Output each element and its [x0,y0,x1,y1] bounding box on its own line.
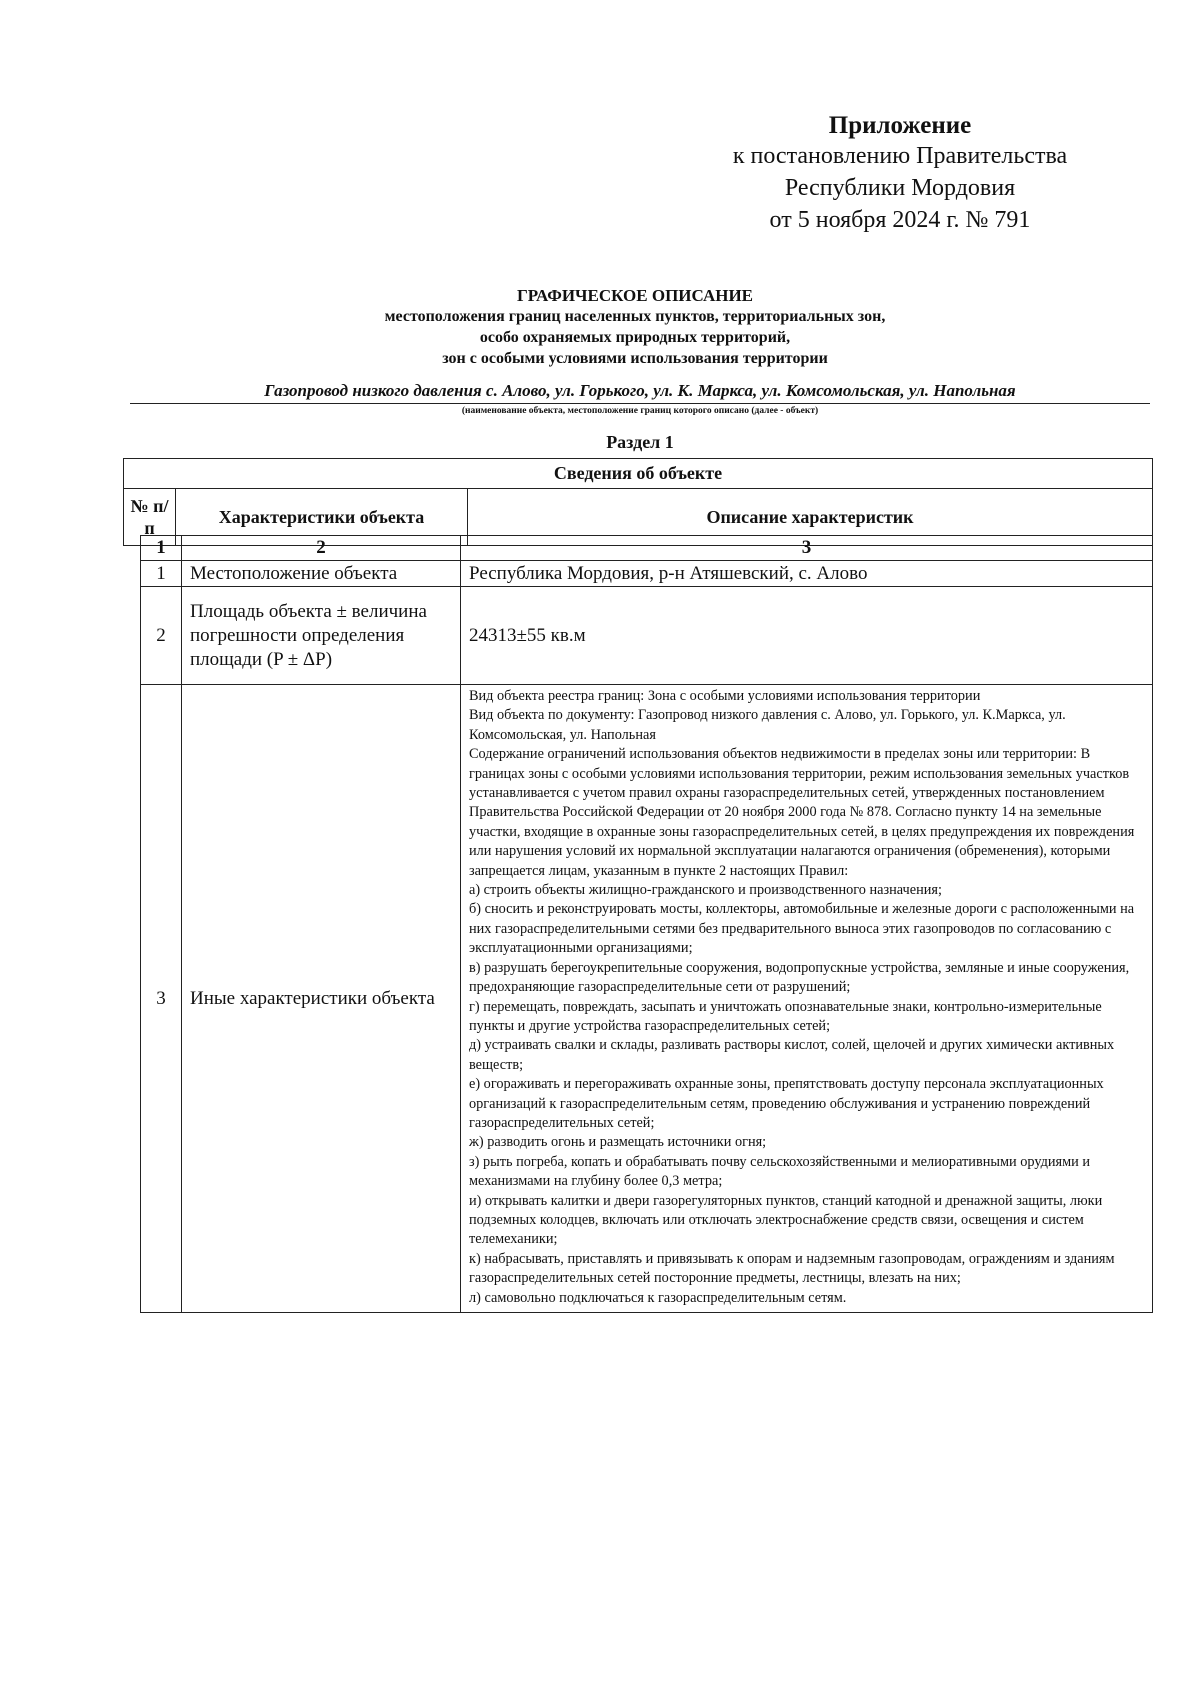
row-description: 24313±55 кв.м [461,587,1153,685]
restriction-item: ж) разводить огонь и размещать источники огня; [469,1134,767,1151]
index-cell-3: 3 [461,536,1153,561]
description-paragraph: Вид объекта реестра границ: Зона с особыми условиями использования территории [469,688,981,704]
restriction-item: з) рыть погреба, копать и обрабатывать почву сельскохозяйственными и мелиоративными орудиями и механизмами на глубину более 0,3 метра; [469,1153,1090,1190]
object-info-table [140,535,1153,1313]
description-paragraph: Вид объекта по документу: Газопровод низкого давления с. Алово, ул. Горького, ул. К.Маркса, ул. Комсомольская, ул. Напольная [469,707,1066,743]
restriction-item: г) перемещать, повреждать, засыпать и уничтожать опознавательные знаки, контрольно-измерительные пункты и другие устройства газораспределительных сетей; [469,998,1102,1034]
appendix-block [690,112,1110,236]
table-caption: Сведения об объекте [124,459,1153,489]
row-number: 1 [141,561,182,587]
table-row [141,587,1153,685]
table-row [141,561,1153,587]
appendix-line-1: к постановлению Правительства [732,143,1068,169]
row-number: 2 [141,587,182,685]
table-row [141,685,1153,1313]
document-header [120,286,1150,369]
row-characteristic: Иные характеристики объекта [182,685,461,1313]
row-characteristic: Местоположение объекта [182,561,461,587]
document-subtitle-line-3: зон с особыми условиями использования территории [442,350,828,367]
restriction-item: д) устраивать свалки и склады, разливать растворы кислот, солей, щелочей и других химически активных веществ; [469,1037,1115,1073]
object-name: Газопровод низкого давления с. Алово, ул. Горького, ул. К. Маркса, ул. Комсомольская, ул. Напольная [130,380,1150,404]
row-number: 3 [141,685,182,1313]
description-paragraph: Содержание ограничений использования объектов недвижимости в пределах зоны или территории: В границах зоны с особыми условиями использования территории, режим использования земельных участков устанавливается с учетом правил охраны газораспределительных сетей, утвержденных постановлением Правительства Российской Федерации от 20 ноября 2000 года № 878. Согласно пункту 14 на земельные участки, входящие в охранные зоны газораспределительных сетей, в целях предупреждения их повреждения или нарушения условий их нормальной эксплуатации налагаются ограничения (обременения), которыми запрещается лицам, указанным в пункте 2 настоящих Правил: [469,746,1135,879]
document-title: ГРАФИЧЕСКОЕ ОПИСАНИЕ [516,286,754,305]
column-head-number: № п/п [124,489,176,546]
restriction-item: л) самовольно подключаться к газораспределительным сетям. [469,1289,847,1306]
restriction-item: б) сносить и реконструировать мосты, коллекторы, автомобильные и железные дороги с расположенными на них газораспределительными сетями без предварительного выноса этих газопроводов по согласованию с эксплуатационными организациями; [469,901,1135,957]
document-subtitle-line-2: особо охраняемых природных территорий, [479,329,791,346]
object-caption: (наименование объекта, местоположение границ которого описано (далее - объект) [461,406,819,416]
index-cell-2: 2 [182,536,461,561]
row-description [461,685,1153,1313]
section-title: Раздел 1 [606,432,674,452]
column-head-characteristic: Характеристики объекта [176,489,468,546]
document-subtitle-line-1: местоположения границ населенных пунктов, территориальных зон, [384,308,886,325]
restriction-item: к) набрасывать, приставлять и привязывать к опорам и надземным газопроводам, ограждениям и зданиям газораспределительных сетей посторонние предметы, лестницы, влезать на них; [469,1250,1115,1287]
table-index-row [141,536,1153,561]
object-info-header-table [123,458,1153,546]
appendix-line-2: Республики Мордовия [784,175,1016,201]
restriction-item: а) строить объекты жилищно-гражданского и производственного назначения; [469,882,942,899]
appendix-line-3: от 5 ноября 2024 г. № 791 [769,207,1031,233]
row-characteristic: Площадь объекта ± величина погрешности определения площади (P ± ΔP) [182,587,461,685]
index-cell-1: 1 [141,536,182,561]
restriction-item: е) огораживать и перегораживать охранные зоны, препятствовать доступу персонала эксплуатационных организаций к газораспределительным сетям, проведению обслуживания и устранению повреждений газораспределительных сетей; [469,1076,1104,1131]
appendix-title: Приложение [828,112,972,139]
row-description: Республика Мордовия, р-н Атяшевский, с. Алово [461,561,1153,587]
restriction-item: в) разрушать берегоукрепительные сооружения, водопропускные устройства, земляные и иные сооружения, предохраняющие газораспределительные сети от разрушений; [469,959,1130,996]
column-head-description: Описание характеристик [468,489,1153,546]
restriction-item: и) открывать калитки и двери газорегуляторных пунктов, станций катодной и дренажной защиты, люки подземных колодцев, включать или отключать электроснабжение средств связи, освещения и систем телемеханики; [469,1192,1103,1248]
